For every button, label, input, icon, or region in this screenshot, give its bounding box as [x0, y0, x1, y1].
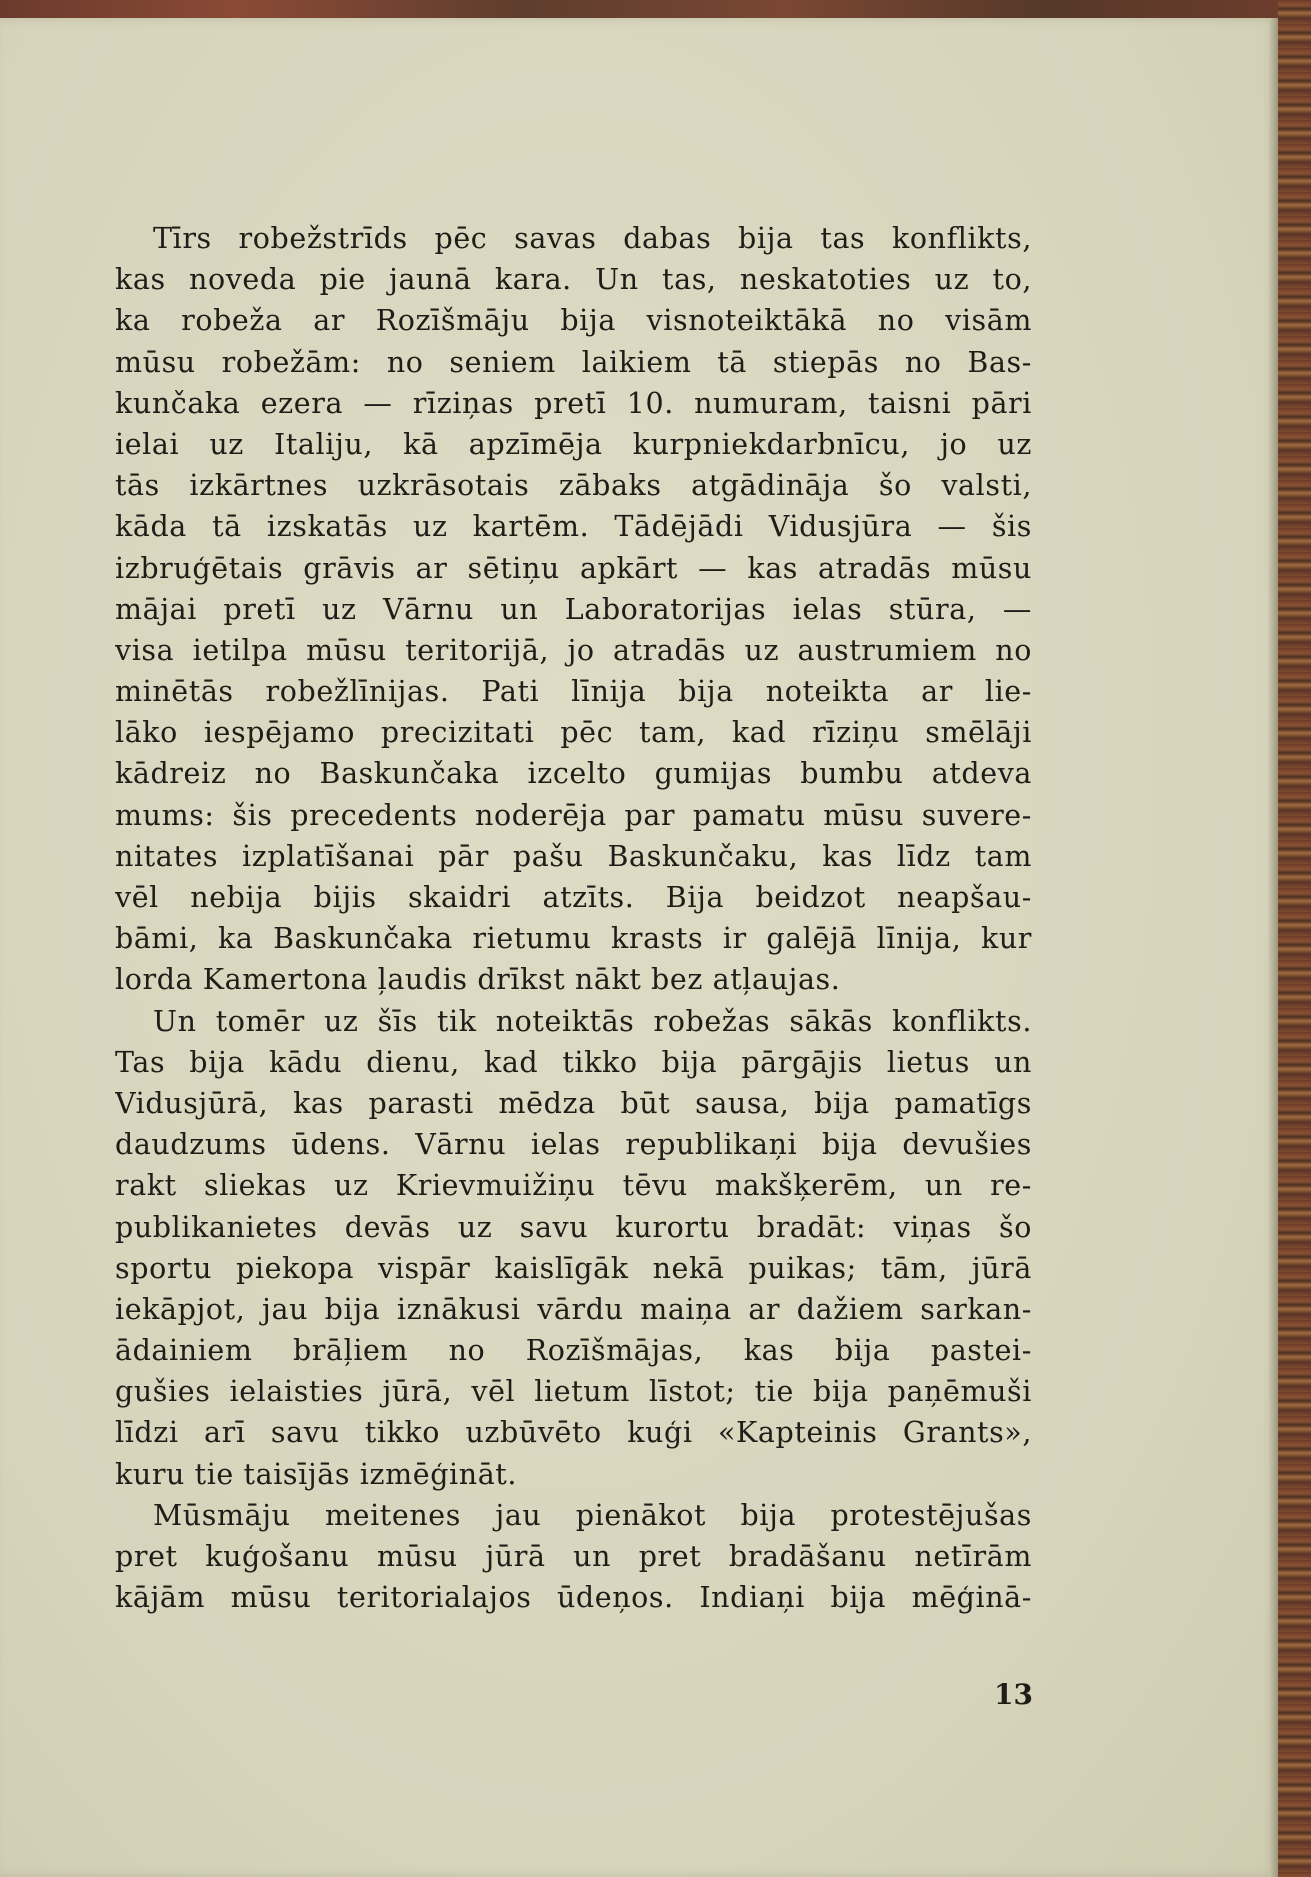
text-line: līdzi arī savu tikko uzbūvēto kuģi «Kapteinis Grants», [115, 1416, 1032, 1450]
text-line: sportu piekopa vispār kaislīgāk nekā puikas; tām, jūrā [115, 1251, 1032, 1285]
text-line: mūsu robežām: no seniem laikiem tā stiepās no Bas- [115, 345, 1032, 379]
text-line: kas noveda pie jaunā kara. Un tas, neskatoties uz to, [115, 263, 1032, 297]
text-line: Vidusjūrā, kas parasti mēdza būt sausa, bija pamatīgs [115, 1086, 1032, 1120]
text-line: kāda tā izskatās uz kartēm. Tādējādi Vidusjūra — šis [115, 510, 1032, 544]
text-line: daudzums ūdens. Vārnu ielas republikaņi bija devušies [115, 1128, 1032, 1162]
text-line: kājām mūsu teritorialajos ūdeņos. Indiaņi bija mēģinā- [115, 1581, 1032, 1615]
text-line: izbruģētais grāvis ar sētiņu apkārt — kas atradās mūsu [115, 551, 1032, 585]
text-line: kuru tie taisījās izmēģināt. [115, 1457, 518, 1491]
text-line: lāko iespējamo precizitati pēc tam, kad rīziņu smēlāji [115, 716, 1032, 750]
text-line: Tīrs robežstrīds pēc savas dabas bija tas konflikts, [153, 222, 1032, 255]
page-text [115, 218, 1032, 1618]
text-line: tās izkārtnes uzkrāsotais zābaks atgādināja šo valsti, [115, 469, 1032, 503]
text-line: publikanietes devās uz savu kurortu bradāt: viņas šo [115, 1210, 1032, 1244]
text-line: mājai pretī uz Vārnu un Laboratorijas ielas stūra, — [115, 592, 1032, 626]
text-line: pret kuģošanu mūsu jūrā un pret bradāšanu netīrām [115, 1540, 1032, 1573]
text-line: Tas bija kādu dienu, kad tikko bija pārgājis lietus un [115, 1045, 1032, 1079]
text-line: kādreiz no Baskunčaka izcelto gumijas bumbu atdeva [115, 757, 1032, 791]
text-line: ādainiem brāļiem no Rozīšmājas, kas bija pastei- [115, 1334, 1032, 1368]
text-line: ielai uz Italiju, kā apzīmēja kurpniekdarbnīcu, jo uz [115, 427, 1032, 461]
book-spine [1278, 0, 1311, 1877]
text-line: visa ietilpa mūsu teritorijā, jo atradās uz austrumiem no [115, 633, 1032, 667]
text-line: Un tomēr uz šīs tik noteiktās robežas sākās konflikts. [153, 1004, 1032, 1038]
text-line: minētās robežlīnijas. Pati līnija bija noteikta ar lie- [115, 675, 1032, 709]
text-line: nitates izplatīšanai pār pašu Baskunčaku, kas līdz tam [115, 839, 1032, 873]
text-line: ka robeža ar Rozīšmāju bija visnoteiktākā no visām [115, 304, 1032, 338]
book-page [0, 18, 1278, 1877]
text-line: mums: šis precedents noderēja par pamatu mūsu suvere- [115, 798, 1032, 832]
text-line: rakt sliekas uz Krievmuižiņu tēvu makšķerēm, un re- [115, 1169, 1032, 1203]
page-edge [1269, 18, 1278, 1877]
text-line: lorda Kamertona ļaudis drīkst nākt bez atļaujas. [115, 963, 841, 997]
text-line: iekāpjot, jau bija iznākusi vārdu maiņa ar dažiem sarkan- [115, 1292, 1032, 1326]
text-line: gušies ielaisties jūrā, vēl lietum līstot; tie bija paņēmuši [115, 1375, 1032, 1409]
text-line: Mūsmāju meitenes jau pienākot bija protestējušas [153, 1498, 1032, 1532]
text-line: kunčaka ezera — rīziņas pretī 10. numuram, taisni pāri [115, 386, 1032, 420]
page-number: 13 [994, 1678, 1033, 1711]
text-line: vēl nebija bijis skaidri atzīts. Bija beidzot neapšau- [115, 881, 1032, 914]
text-line: bāmi, ka Baskunčaka rietumu krasts ir galējā līnija, kur [115, 922, 1032, 956]
